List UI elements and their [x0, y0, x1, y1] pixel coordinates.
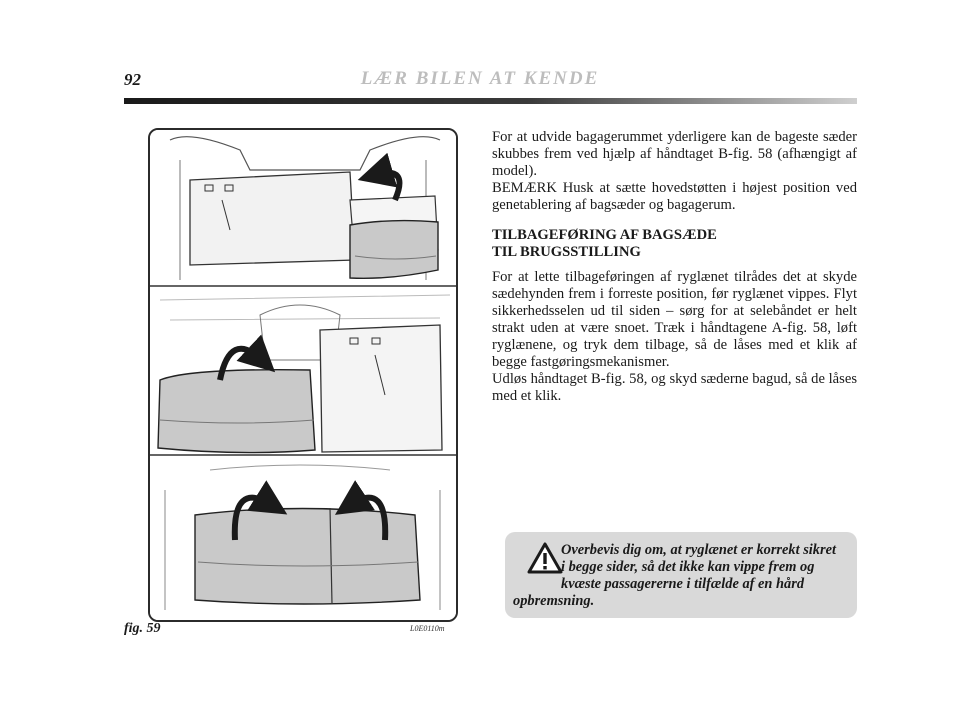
section-title-line2: TIL BRUGSSTILLING — [492, 244, 641, 260]
figure-code: L0E0110m — [410, 624, 445, 633]
panel-top — [150, 130, 456, 286]
section-paragraph: For at lette tilbageføringen af ryglænet tilrådes det at skyde sædehynden frem i forreste position, før ryglænet vippes. Flyt sikkerhedsselen ud til siden – sørg for at selebåndet er helt strakt uden at være snoet. Træk i håndtagene A-fig. 58, løft ryglænene, og tryk dem tilbage, så de låses med et klik af begge fastgøringsmekanismer. — [492, 269, 857, 370]
warning-box — [505, 532, 857, 618]
running-title: LÆR BILEN AT KENDE — [360, 68, 600, 89]
seat-folding-illustration — [150, 130, 456, 620]
body-paragraph: For at udvide bagagerummet yderligere kan de bageste sæder skubbes frem ved hjælp af håndtaget B-fig. 58 (afhængigt af model). — [492, 129, 857, 179]
panel-bottom — [150, 456, 456, 620]
body-text — [492, 129, 857, 405]
warning-text-lead: Overbevis dig om, at ryglænet er korrekt sikret i begge sider, så det ikke kan vippe frem og kvæste passagererne i tilfælde af en hård — [561, 542, 836, 592]
body-note: BEMÆRK Husk at sætte hovedstøtten i højest position ved genetablering af bagsæder og bagagerum. — [492, 180, 857, 213]
header-rule — [124, 98, 857, 104]
section-title — [492, 227, 857, 261]
section-paragraph: Udløs håndtaget B-fig. 58, og skyd sæderne bagud, så de låses med et klik. — [492, 371, 857, 404]
warning-text — [513, 542, 843, 610]
figure-illustration — [148, 128, 458, 622]
section-title-line1: TILBAGEFØRING AF BAGSÆDE — [492, 227, 717, 243]
panel-middle — [150, 287, 456, 455]
figure-caption: fig. 59 — [124, 621, 161, 636]
warning-text-tail: opbremsning. — [513, 593, 595, 609]
page-number: 92 — [124, 70, 141, 89]
